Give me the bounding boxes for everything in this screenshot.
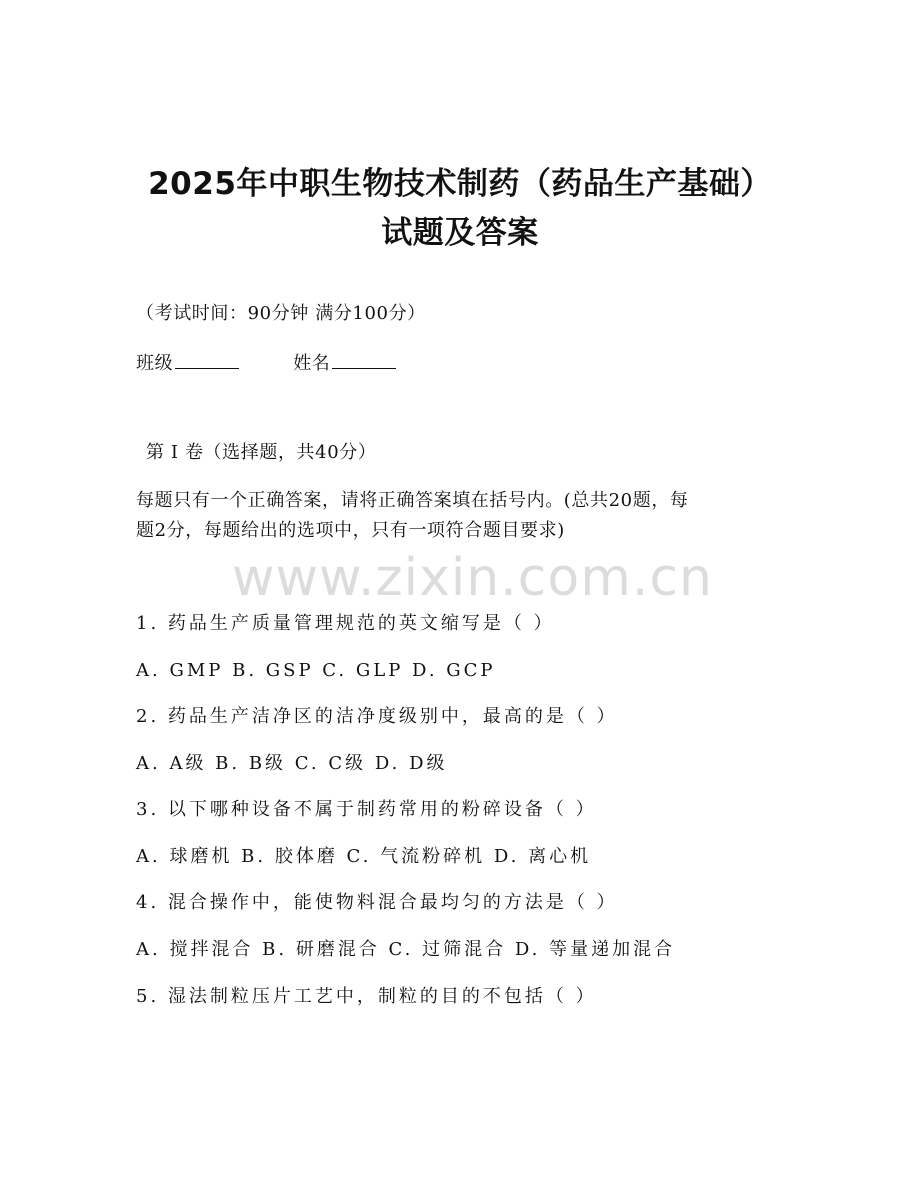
question-1-options: A. GMP B. GSP C. GLP D. GCP	[136, 660, 496, 681]
class-label: 班级	[136, 353, 174, 374]
question-4-options: A. 搅拌混合 B. 研磨混合 C. 过筛混合 D. 等量递加混合	[136, 939, 676, 960]
name-blank[interactable]	[332, 350, 396, 369]
section-heading: 第 I 卷（选择题，共40分）	[146, 442, 377, 463]
question-2-stem: 2. 药品生产洁净区的洁净度级别中，最高的是（ ）	[136, 706, 618, 727]
exam-title-line2: 试题及答案	[381, 215, 539, 251]
section-instruction-line2: 题2分，每题给出的选项中，只有一项符合题目要求)	[136, 520, 565, 541]
student-info-row	[136, 350, 396, 376]
question-1-stem: 1. 药品生产质量管理规范的英文缩写是（ ）	[136, 613, 555, 634]
question-2-options: A. A级 B. B级 C. C级 D. D级	[136, 753, 448, 774]
name-label: 姓名	[293, 353, 331, 374]
exam-title-line1: 2025年中职生物技术制药（药品生产基础）	[148, 166, 772, 202]
watermark: www.zixin.com.cn	[232, 548, 713, 608]
question-3-options: A. 球磨机 B. 胶体磨 C. 气流粉碎机 D. 离心机	[136, 846, 592, 867]
question-5-stem: 5. 湿法制粒压片工艺中，制粒的目的不包括（ ）	[136, 986, 597, 1007]
question-4-stem: 4. 混合操作中，能使物料混合最均匀的方法是（ ）	[136, 892, 618, 913]
question-3-stem: 3. 以下哪种设备不属于制药常用的粉碎设备（ ）	[136, 799, 597, 820]
section-instruction-line1: 每题只有一个正确答案，请将正确答案填在括号内。(总共20题，每	[136, 490, 689, 511]
class-blank[interactable]	[175, 350, 239, 369]
exam-time-score: （考试时间：90分钟 满分100分）	[136, 303, 426, 324]
